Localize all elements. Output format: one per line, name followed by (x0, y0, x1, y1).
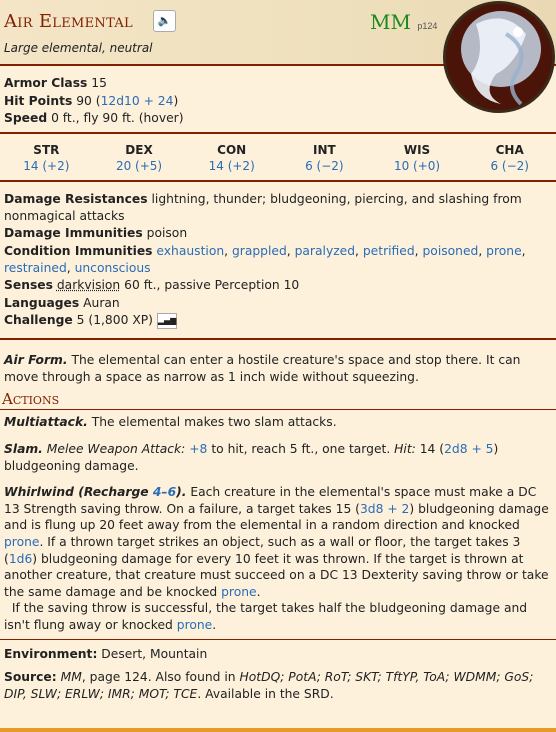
damage-roll[interactable]: 2d8 + 5 (444, 441, 494, 456)
ability-roll[interactable]: 10 (+0) (393, 158, 441, 173)
ability-dex: DEX 20 (+5) (93, 142, 186, 174)
condition-link[interactable]: paralyzed (294, 243, 356, 258)
divider (0, 338, 556, 340)
recharge-roll[interactable]: 4–6 (152, 485, 177, 500)
challenge: Challenge 5 (1,800 XP) ▂▄▆ (4, 313, 177, 328)
ability-roll[interactable]: 14 (+2) (23, 158, 70, 173)
trait-air-form: Air Form. The elemental can enter a hostile creature's space and stop there. It can move through a space as narrow as 1 inch wide without squeezing. (4, 352, 521, 384)
creature-subtitle: Large elemental, neutral (4, 41, 153, 55)
condition-link[interactable]: prone (221, 584, 257, 599)
condition-link[interactable]: grappled (231, 243, 287, 258)
traits-section (0, 182, 556, 334)
speed: Speed 0 ft., fly 90 ft. (hover) (4, 111, 184, 126)
condition-link[interactable]: prone (176, 617, 213, 632)
source-page: p124 (417, 21, 438, 31)
source-info: Source: MM, page 124. Also found in HotDQ; PotA; RoT; SKT; TftYP, ToA; WDMM; GoS; DIP, SLW; ERLW; IMR; MOT; TCE. Available in the SRD. (4, 670, 534, 701)
source-badge[interactable] (370, 9, 437, 36)
creature-portrait[interactable] (443, 1, 555, 113)
ability-scores (0, 134, 556, 180)
ability-roll[interactable]: 14 (+2) (208, 158, 255, 173)
damage-roll[interactable]: 3d8 + 2 (359, 501, 410, 516)
action-slam: Slam. Melee Weapon Attack: +8 to hit, reach 5 ft., one target. Hit: 14 (2d8 + 5) bludgeoning damage. (4, 441, 499, 473)
damage-roll[interactable]: 1d6 (8, 551, 33, 566)
ability-cha: CHA 6 (−2) (463, 142, 556, 174)
languages: Languages Auran (4, 295, 120, 310)
hp-dice-roll[interactable]: 12d10 + 24 (100, 93, 174, 108)
source-abbr[interactable]: MM (370, 10, 411, 34)
damage-immunities: Damage Immunities poison (4, 226, 188, 241)
speaker-icon[interactable]: 🔈 (153, 10, 176, 32)
hit-points: Hit Points 90 (12d10 + 24) (4, 93, 179, 108)
condition-link[interactable]: unconscious (74, 260, 151, 275)
ability-str: STR 14 (+2) (0, 142, 93, 174)
darkvision-link[interactable]: darkvision (56, 278, 121, 293)
divider (0, 639, 556, 640)
bottom-border (0, 728, 556, 732)
condition-link[interactable]: petrified (362, 243, 415, 258)
air-elemental-image (446, 4, 552, 110)
statblock-header (0, 0, 556, 64)
environment: Environment: Desert, Mountain (4, 647, 208, 662)
condition-immunities: Condition Immunities exhaustion, grappled, paralyzed, petrified, poisoned, prone, restrained, unconscious (4, 243, 526, 275)
condition-link[interactable]: prone (4, 534, 40, 549)
condition-link[interactable]: prone (486, 243, 522, 258)
creature-name: Air Elemental (4, 11, 133, 32)
action-multiattack: Multiattack. The elemental makes two slam attacks. (4, 415, 337, 430)
ability-wis: WIS 10 (+0) (371, 142, 464, 174)
condition-link[interactable]: restrained (4, 260, 67, 275)
ability-roll[interactable]: 6 (−2) (305, 158, 344, 173)
actions-heading: Actions (0, 389, 556, 410)
attack-roll[interactable]: +8 (189, 441, 208, 456)
action-whirlwind: Whirlwind (Recharge 4–6). Each creature in the elemental's space must make a DC 13 Strength saving throw. On a failure, a target takes 15 (3d8 + 2) bludgeoning damage and is flung up 20 feet away from the elemental in a random direction and knocked prone. If a thrown target strikes an object, such as a wall or floor, the target takes 3 (1d6) bludgeoning damage for every 10 feet it was thrown. If the target is thrown at another creature, that creature must succeed on a DC 13 Dexterity saving throw or take the same damage and be knocked prone. If the saving throw is successful, the target takes half the bludgeoning damage and isn't flung away or knocked prone. (4, 485, 549, 632)
armor-class: Armor Class 15 (4, 76, 107, 90)
damage-resistances: Damage Resistances lightning, thunder; bludgeoning, piercing, and slashing from nonmagical attacks (4, 192, 522, 223)
ability-roll[interactable]: 20 (+5) (115, 158, 163, 173)
senses: Senses darkvision 60 ft., passive Perception 10 (4, 278, 300, 293)
ability-con: CON 14 (+2) (185, 142, 278, 174)
ability-roll[interactable]: 6 (−2) (490, 158, 529, 173)
challenge-scale-icon[interactable]: ▂▄▆ (157, 313, 177, 329)
condition-link[interactable]: exhaustion (156, 243, 225, 258)
condition-link[interactable]: poisoned (422, 243, 479, 258)
ability-int: INT 6 (−2) (278, 142, 371, 174)
